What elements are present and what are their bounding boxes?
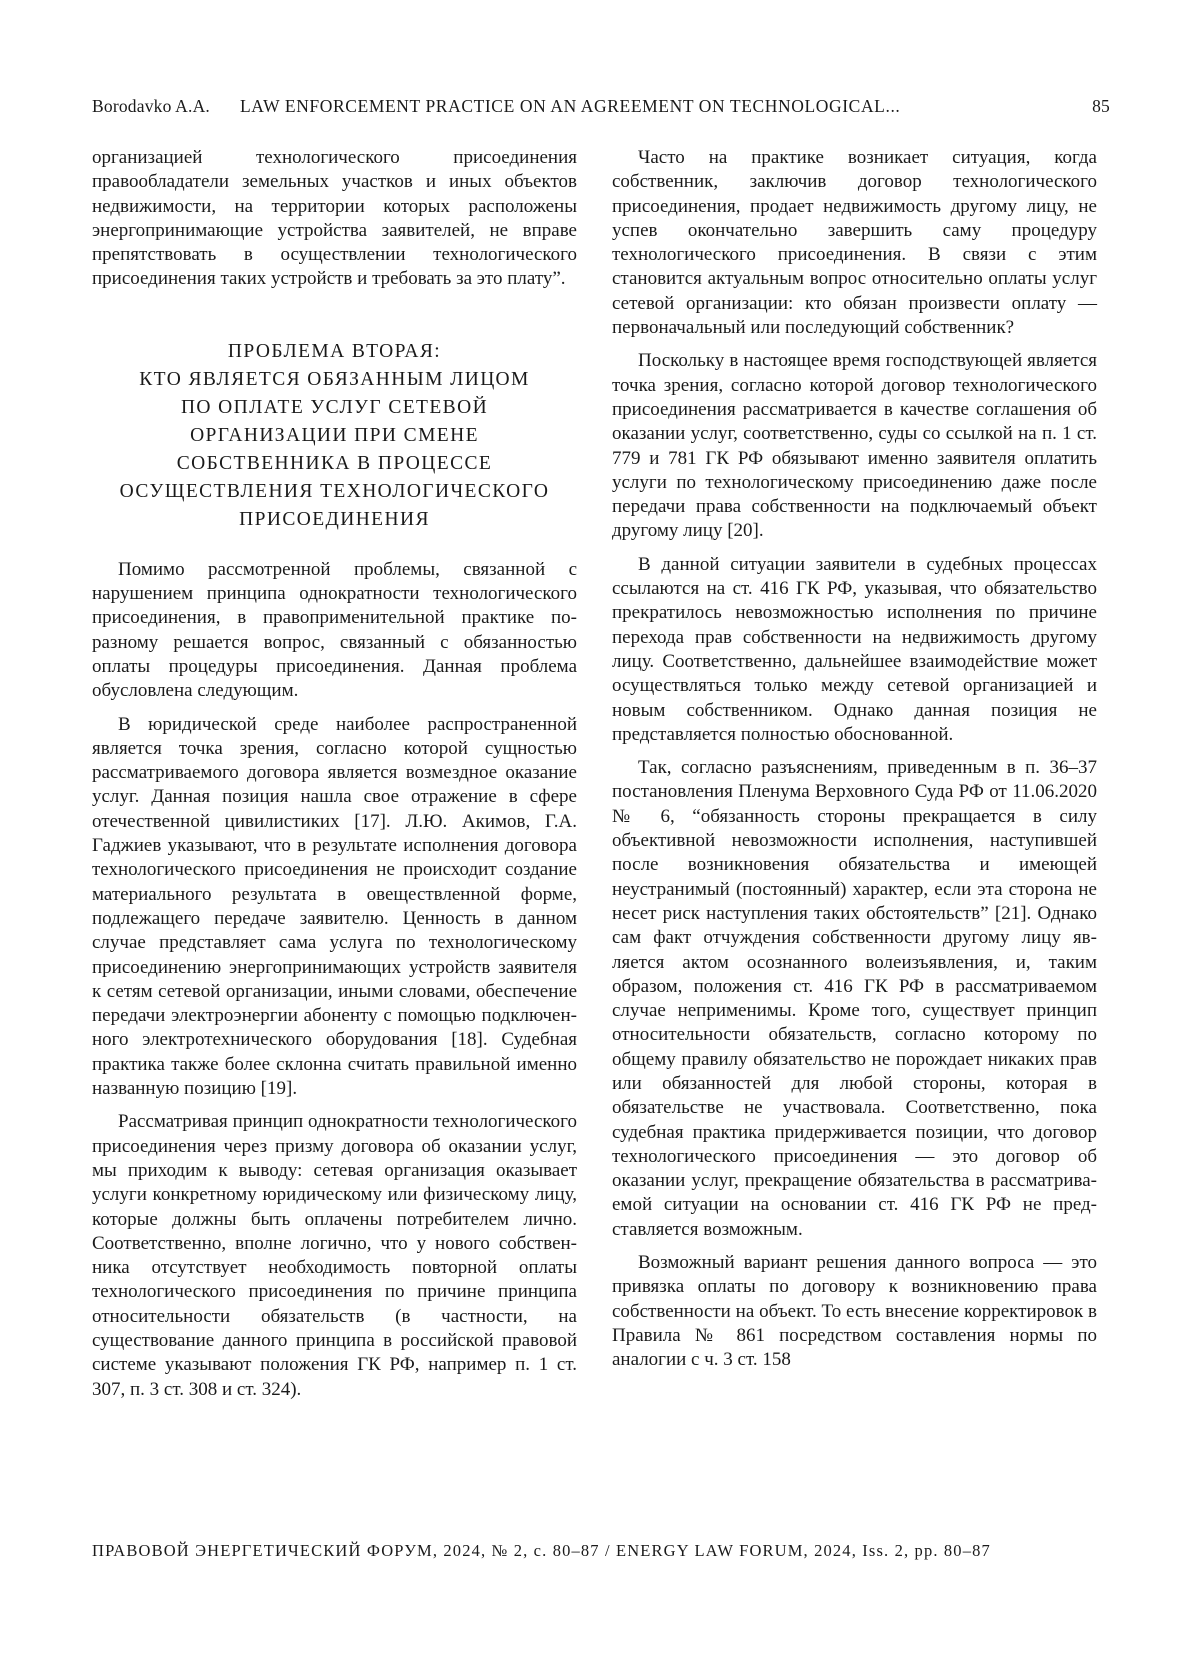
- section-heading-line: СОБСТВЕННИКА В ПРОЦЕССЕ: [176, 452, 493, 474]
- section-heading-line: ПРИСОЕДИНЕНИЯ: [239, 508, 430, 530]
- left-column: [92, 146, 577, 1411]
- paragraph: Помимо рассмотренной проблемы, связанной с нарушением принципа однократности технологического присоединения, в правоприменительной практике по-разному решается вопрос, связанный с обязанностью оплаты процедуры присоединения. Данная проблема обусловлена следующим.: [92, 558, 577, 702]
- journal-footer: ПРАВОВОЙ ЭНЕРГЕТИЧЕСКИЙ ФОРУМ, 2024, № 2, с. 80–87 / ENERGY LAW FORUM, 2024, Iss. 2, pp. 80–87: [92, 1541, 991, 1560]
- right-column: [612, 146, 1097, 1382]
- section-heading-line: ОРГАНИЗАЦИИ ПРИ СМЕНЕ: [190, 424, 479, 446]
- paragraph: Поскольку в настоящее время господствующей является точка зрения, согласно которой договор технологического присоединения рассматривается в качестве соглашения об оказании услуг, соответственно, суды со ссылкой на п. 1 ст. 779 и 781 ГК РФ обязывают именно заявителя оплатить услуги по технологическому присоединению даже после передачи права собственности на подключаемый объект другому лицу [20].: [612, 350, 1097, 542]
- running-head-authors: Borodavko A.A.: [92, 96, 211, 116]
- section-heading-line: КТО ЯВЛЯЕТСЯ ОБЯЗАННЫМ ЛИЦОМ: [139, 368, 530, 390]
- paragraph: Так, согласно разъяснениям, приведенным в п. 36–37 постановления Пленума Верховного Суда РФ от 11.06.2020 № 6, “обязанность стороны прекращается в силу объективной невозможности исполнения, наступившей после возникновения обязательства и имеющей неустранимый (постоянный) характер, если эта сторона не несет риск наступления таких обстоятельств” [21]. Однако сам факт отчуждения собственности другому лицу является актом осознанного волеизъявления, и, таким образом, положения ст. 416 ГК РФ в рассматриваемом случае неприменимы. Кроме того, существует принцип относительности обязательств, согласно которому по общему правилу обязательство не порождает никаких прав или обязанностей для любой стороны, которая в обязательстве не участвовала. Соответственно, пока судебная практика придерживается позиции, что договор технологического присоединения — это договор об оказании услуг, прекращение обязательства в рассматриваемой ситуации на основании ст. 416 ГК РФ не представляется возможным.: [612, 757, 1097, 1240]
- running-head-title: LAW ENFORCEMENT PRACTICE ON AN AGREEMENT ON TECHNOLOGICAL...: [240, 96, 901, 116]
- section-heading: [92, 338, 577, 534]
- section-heading-line: ПРОБЛЕМА ВТОРАЯ:: [227, 340, 442, 362]
- section-heading-line: ПО ОПЛАТЕ УСЛУГ СЕТЕВОЙ: [180, 396, 489, 418]
- paragraph: Часто на практике возникает ситуация, когда собственник, заключив договор технологического присоединения, продает недвижимость другому лицу, не успев окончательно завершить саму процедуру технологического присоединения. В связи с этим становится актуальным вопрос относительно оплаты услуг сетевой организации: кто обязан произвести оплату — первоначальный или последующий собственник?: [612, 147, 1097, 339]
- paragraph: Возможный вариант решения данного вопроса — это привязка оплаты по договору к возникновению права собственности на объект. То есть внесение корректировок в Правила № 861 посредством составления нормы по аналогии с ч. 3 ст. 158: [612, 1252, 1097, 1371]
- running-head: [92, 96, 1110, 122]
- paragraph: Рассматривая принцип однократности технологического присоединения через призму договора об оказании услуг, мы приходим к выводу: сетевая организация оказывает услуги конкретному юридическому или физическому лицу, которые должны быть оплачены потребителем лично. Соответственно, вполне логично, что у нового собственника отсутствует необходимость повторной оплаты технологического присоединения по причине принципа относительности обязательств (в частности, на существование данного принципа в российской правовой системе указывают положения ГК РФ, например п. 1 ст. 307, п. 3 ст. 308 и ст. 324).: [92, 1111, 577, 1400]
- section-heading-line: ОСУЩЕСТВЛЕНИЯ ТЕХНОЛОГИЧЕСКОГО: [119, 480, 550, 502]
- page-number: 85: [1092, 96, 1110, 116]
- paragraph: В данной ситуации заявители в судебных процессах ссылаются на ст. 416 ГК РФ, указывая, что обязательство прекратилось невозможностью исполнения по причине перехода прав собственности на недвижимость другому лицу. Соответственно, дальнейшее взаимодействие может осуществляться только между сетевой организацией и новым собственником. Однако данная позиция не представляется полностью обоснованной.: [612, 553, 1097, 745]
- paragraph: организацией технологического присоединения правообладатели земельных участков и иных объектов недвижимости, на территории которых расположены энергопринимающие устройства заявителей, не вправе препятствовать в осуществлении технологического присоединения таких устройств и требовать за это плату”.: [92, 147, 577, 290]
- paragraph: В юридической среде наиболее распространенной является точка зрения, согласно которой сущностью рассматриваемого договора является возмездное оказание услуг. Данная позиция нашла свое отражение в сфере отечественной цивилистиких [17]. Л.Ю. Акимов, Г.А. Гаджиев указывают, что в результате исполнения договора технологического присоединения не происходит создание материального результата в овеществленной форме, подлежащего передаче заявителю. Ценность в данном случае представляет сама услуга по технологическому присоединению энергопринимающих устройств заявителя к сетям сетевой организации, иными словами, обеспечение передачи электроэнергии абоненту с помощью подключенного электротехнического оборудования [18]. Судебная практика также более склонна считать правильной именно названную позицию [19].: [92, 713, 577, 1100]
